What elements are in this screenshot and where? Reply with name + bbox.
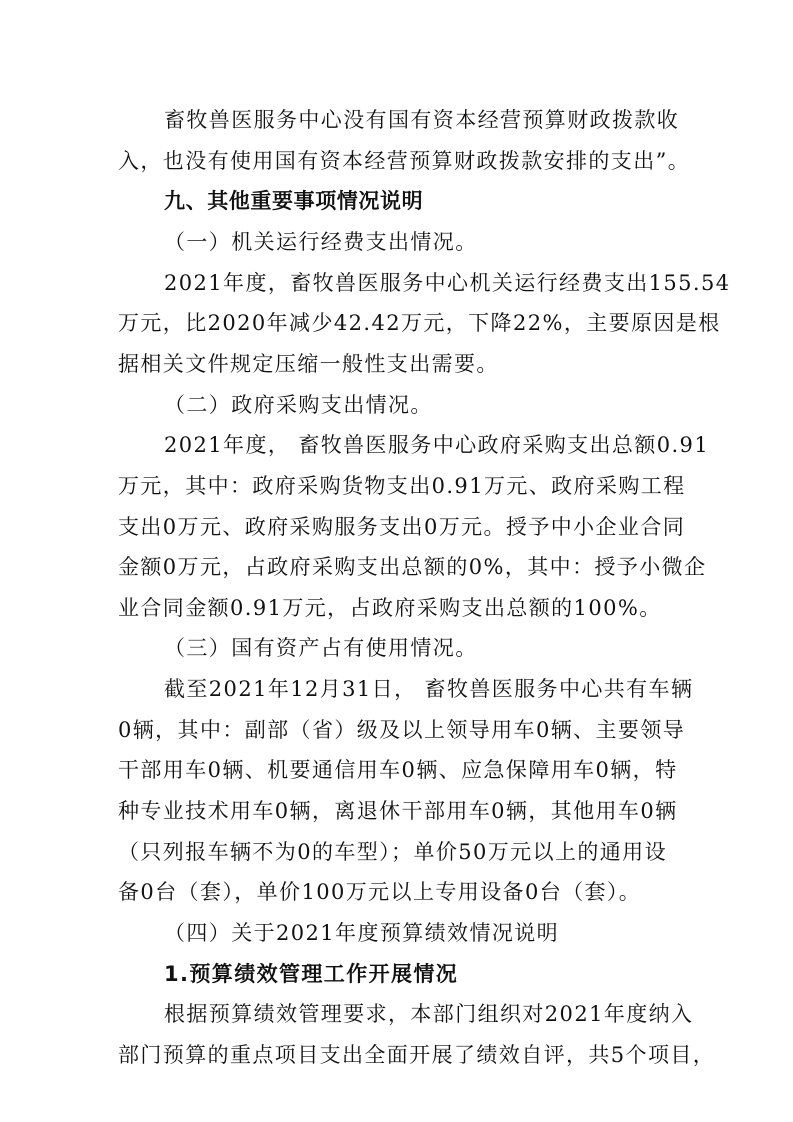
subsection-heading: （二）政府采购支出情况。: [164, 393, 433, 417]
paragraph-line: 2021年度，畜牧兽医服务中心机关运行经费支出155.54: [164, 271, 731, 295]
paragraph-line: 支出0万元、政府采购服务支出0万元。授予中小企业合同: [118, 515, 686, 539]
paragraph-line: 备0台（套），单价100万元以上专用设备0台（套）。: [118, 880, 642, 904]
paragraph-line: 根据预算绩效管理要求，本部门组织对2021年度纳入: [164, 1002, 694, 1026]
paragraph-line: 0辆，其中：副部（省）级及以上领导用车0辆、主要领导: [118, 718, 686, 742]
paragraph-line: 万元，比2020年减少42.42万元，下降22%，主要原因是根: [118, 311, 721, 335]
paragraph-line: 业合同金额0.91万元，占政府采购支出总额的100%。: [118, 596, 662, 620]
paragraph-line: 万元，其中：政府采购货物支出0.91万元、政府采购工程: [118, 474, 686, 498]
subsection-heading: （三）国有资产占有使用情况。: [164, 636, 478, 660]
paragraph-line: 据相关文件规定压缩一般性支出需要。: [118, 352, 499, 376]
paragraph-line: 入，也没有使用国有资本经营预算财政拨款安排的支出”。: [118, 149, 691, 173]
paragraph-line: 干部用车0辆、机要通信用车0辆、应急保障用车0辆，特: [118, 758, 678, 782]
paragraph-line: 金额0万元，占政府采购支出总额的0%，其中：授予小微企: [118, 555, 707, 579]
paragraph-line: 部门预算的重点项目支出全面开展了绩效自评，共5个项目，: [118, 1043, 716, 1067]
paragraph-line: 2021年度， 畜牧兽医服务中心政府采购支出总额0.91: [164, 433, 710, 457]
numbered-heading: 1.预算绩效管理工作开展情况: [164, 962, 459, 986]
section-heading: 九、其他重要事项情况说明: [164, 189, 424, 213]
paragraph-line: 种专业技术用车0辆，离退休干部用车0辆，其他用车0辆: [118, 799, 678, 823]
paragraph-line: 畜牧兽医服务中心没有国有资本经营预算财政拨款收: [164, 108, 680, 132]
subsection-heading: （一）机关运行经费支出情况。: [164, 230, 478, 254]
paragraph-line: 截至2021年12月31日， 畜牧兽医服务中心共有车辆: [164, 677, 694, 701]
subsection-heading: （四）关于2021年度预算绩效情况说明: [164, 921, 560, 945]
paragraph-line: （只列报车辆不为0的车型）；单价50万元以上的通用设: [118, 840, 667, 864]
